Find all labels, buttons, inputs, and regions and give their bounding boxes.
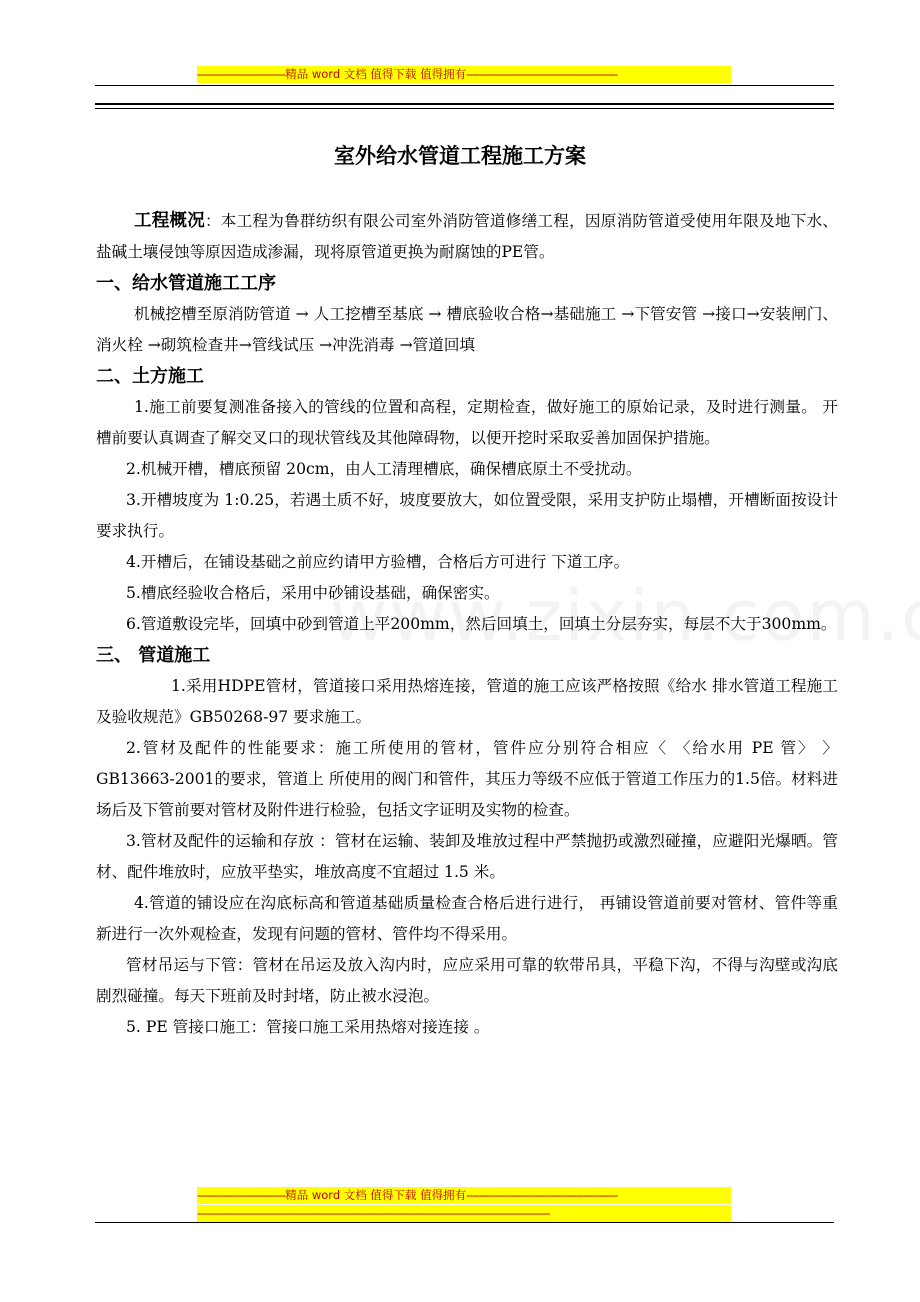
header-rule-thick-1 bbox=[95, 103, 834, 105]
overview-paragraph bbox=[96, 206, 838, 268]
section-3-heading: 三、 管道施工 bbox=[96, 645, 211, 666]
section-3-item-1: 1.采用HDPE管材，管道接口采用热熔连接，管道的施工应该严格按照《给水 排水管道工程施工及验收规范》GB50268-97 要求施工。 bbox=[96, 677, 838, 726]
section-3-item-5: 5. PE 管接口施工：管接口施工采用热熔对接连接 。 bbox=[126, 1018, 490, 1036]
footer-banner-left-dashes: ---------------------------- bbox=[197, 1188, 286, 1202]
section-2-item-3: 3.开槽坡度为 1:0.25，若遇土质不好，坡度要放大，如位置受限，采用支护防止塌槽，开槽断面按设计要求执行。 bbox=[96, 491, 838, 540]
section-2-heading: 二、土方施工 bbox=[96, 366, 204, 387]
footer-banner-right-dashes: ------------------------------------------------ bbox=[466, 1188, 618, 1202]
section-3-item-2: 2.管材及配件的性能要求：施工所使用的管材，管件应分别符合相应〈 〈给水用 PE 管〉 〉GB13663-2001的要求，管道上 所使用的阀门和管件，其压力等级不应低于管道工作压力的1.5倍。材料进场后及下管前要对管材及附件进行检验，包括文字证明及实物的检查。 bbox=[96, 739, 838, 819]
footer-rule bbox=[95, 1222, 834, 1223]
header-banner-left-dashes: ---------------------------- bbox=[197, 67, 286, 81]
overview-label: 工程概况 bbox=[134, 211, 205, 231]
section-1-text: 机械挖槽至原消防管道 → 人工挖槽至基底 → 槽底验收合格→基础施工 →下管安管 →接口→安装闸门、消火栓 →砌筑检查井→管线试压 →冲洗消毒 →管道回填 bbox=[96, 305, 838, 354]
header-rule-thick-2 bbox=[95, 108, 834, 109]
document-body bbox=[96, 206, 838, 1043]
section-2-item-4: 4.开槽后，在铺设基础之前应约请甲方验槽，合格后方可进行 下道工序。 bbox=[126, 553, 630, 571]
section-1-heading: 一、给水管道施工工序 bbox=[96, 273, 276, 294]
header-banner bbox=[197, 66, 731, 83]
footer-banner-dashes: ---------------------------------------------------------------------------------------------------------------- bbox=[197, 1206, 550, 1220]
section-2-item-1: 1.施工前要复测准备接入的管线的位置和高程，定期检查，做好施工的原始记录，及时进行测量。 开槽前要认真调查了解交叉口的现状管线及其他障碍物，以便开挖时采取妥善加固保护措施。 bbox=[96, 398, 838, 447]
section-2-item-5: 5.槽底经验收合格后，采用中砂铺设基础，确保密实。 bbox=[126, 584, 500, 602]
header-rule-thin bbox=[95, 85, 834, 86]
section-3-item-hoisting: 管材吊运与下管：管材在吊运及放入沟内时，应应采用可靠的软带吊具，平稳下沟，不得与沟壁或沟底剧烈碰撞。每天下班前及时封堵，防止被水浸泡。 bbox=[96, 956, 838, 1005]
section-2-item-6: 6.管道敷设完毕，回填中砂到管道上平200mm，然后回填土，回填土分层夯实，每层不大于300mm。 bbox=[126, 615, 837, 633]
overview-text: ：本工程为鲁群纺织有限公司室外消防管道修缮工程，因原消防管道受使用年限及地下水、盐碱土壤侵蚀等原因造成渗漏，现将原管道更换为耐腐蚀的PE管。 bbox=[96, 212, 838, 261]
footer-banner-line-1 bbox=[197, 1187, 731, 1204]
document-title: 室外给水管道工程施工方案 bbox=[334, 144, 586, 168]
section-3-item-3: 3.管材及配件的运输和存放 ：管材在运输、装卸及堆放过程中严禁抛扔或激烈碰撞，应避阳光爆晒。管材、配件堆放时，应放平垫实，堆放高度不宜超过 1.5 米。 bbox=[96, 832, 838, 881]
section-3-item-4: 4.管道的铺设应在沟底标高和管道基础质量检查合格后进行进行， 再铺设管道前要对管材、管件等重新进行一次外观检查，发现有问题的管材、管件均不得采用。 bbox=[96, 894, 838, 943]
section-2-item-2: 2.机械开槽，槽底预留 20cm，由人工清理槽底，确保槽底原土不受扰动。 bbox=[126, 460, 642, 478]
header-banner-right-dashes: ------------------------------------------------ bbox=[466, 67, 618, 81]
header-banner-text: 精品 word 文档 值得下载 值得拥有 bbox=[285, 67, 467, 81]
footer-banner-line-2 bbox=[197, 1205, 731, 1222]
footer-banner-text: 精品 word 文档 值得下载 值得拥有 bbox=[285, 1188, 467, 1202]
